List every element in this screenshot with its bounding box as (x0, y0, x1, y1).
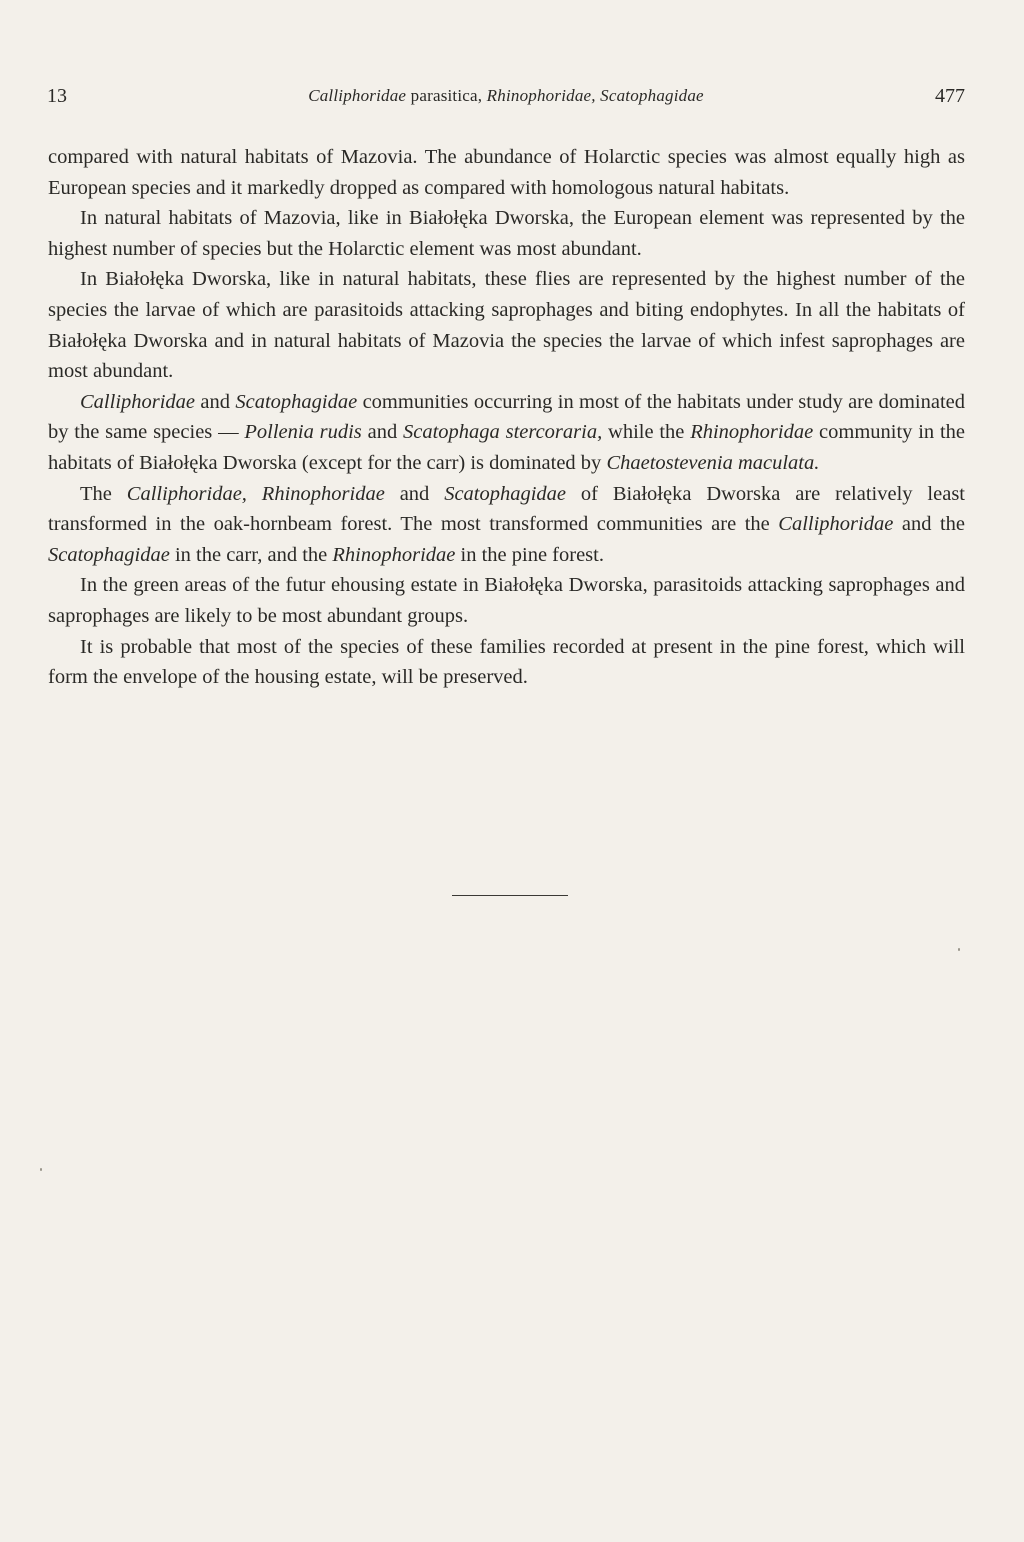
text-run: In natural habitats of Mazovia, like in Białołęka Dworska, the European element was represented by the highest number of species but the Holarctic element was most abundant. (48, 207, 965, 260)
italic-run: Chaetostevenia maculata. (606, 451, 820, 474)
scan-speck (958, 948, 960, 951)
text-run: In the green areas of the futur ehousing estate in Białołęka Dworska, parasitoids attacking saprophages and saprophages are likely to be most abundant groups. (48, 574, 965, 627)
text-run: and (195, 390, 236, 413)
running-title-part: parasitica, (406, 86, 487, 105)
paragraph (48, 142, 965, 203)
paragraph (48, 479, 965, 571)
body-text (48, 142, 965, 693)
text-run: The (80, 482, 127, 505)
italic-run: Scatophagidae (48, 543, 170, 566)
text-run: and the (893, 513, 965, 536)
paragraph (48, 632, 965, 693)
page-number-right: 477 (935, 85, 965, 107)
text-run: and (361, 421, 403, 444)
text-run: while the (602, 421, 691, 444)
italic-run: Scatophagidae (444, 482, 567, 505)
italic-run: Calliphoridae (80, 390, 196, 413)
running-title (47, 82, 965, 110)
italic-run: Pollenia rudis (244, 421, 362, 444)
end-rule (452, 895, 568, 896)
text-run: communities occurring in most of the habitats under study are dominated by the same species — (48, 390, 965, 444)
running-title-part: Calliphoridae (308, 86, 407, 105)
paragraph (48, 203, 965, 264)
paragraph (48, 570, 965, 631)
italic-run: Calliphoridae (778, 513, 894, 536)
running-head (47, 82, 965, 110)
paragraph (48, 387, 965, 479)
page-number-left: 13 (47, 85, 67, 107)
text-run: It is probable that most of the species of these families recorded at present in the pine forest, which will form the envelope of the housing estate, will be preserved. (48, 635, 965, 689)
italic-run: Rhinophoridae (690, 421, 814, 444)
text-run: in the carr, and the (169, 543, 333, 566)
text-run: of Białołęka Dworska are relatively least transformed in the oak-hornbeam forest. The most transformed communities are the (48, 482, 965, 536)
scan-speck (40, 1168, 42, 1171)
paragraph (48, 264, 965, 386)
italic-run: Rhinophoridae (332, 543, 456, 566)
italic-run: Scatophaga stercoraria, (403, 421, 603, 444)
text-run: in the pine forest. (455, 543, 604, 566)
text-run: compared with natural habitats of Mazovia. The abundance of Holarctic species was almost equally high as European species and it markedly dropped as compared with homologous natural habitats. (48, 146, 965, 199)
text-run: and (384, 482, 445, 505)
italic-run: Scatophagidae (235, 390, 358, 413)
italic-run: Calliphoridae, Rhinophoridae (126, 482, 385, 505)
text-run: community in the habitats of Białołęka Dworska (except for the carr) is dominated by (48, 421, 965, 474)
running-title-part: Rhinophoridae, Scatophagidae (486, 86, 704, 105)
text-run: In Białołęka Dworska, like in natural habitats, these flies are represented by the highest number of the species the larvae of which are parasitoids attacking saprophages and biting endophytes. In all the habitats of Białołęka Dworska and in natural habitats of Mazovia the species the larvae of which infest saprophages are most abundant. (48, 268, 965, 383)
